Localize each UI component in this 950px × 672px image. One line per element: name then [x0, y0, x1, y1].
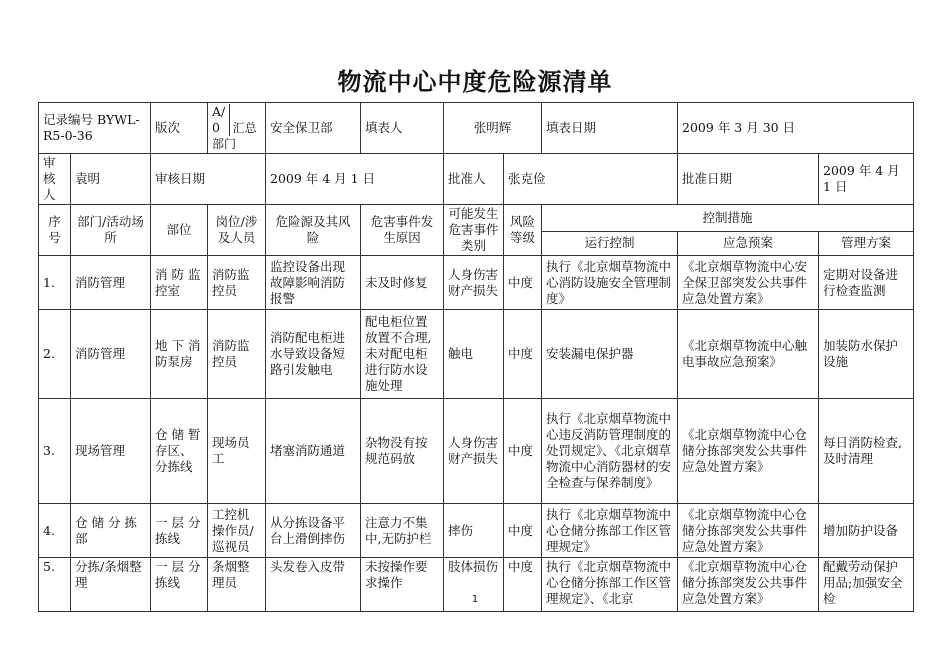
- meta-row-1: [39, 103, 914, 154]
- table-row: [39, 256, 914, 310]
- row-location: 地 下 消防泵房: [151, 310, 208, 399]
- row-dept: 消防管理: [71, 256, 151, 310]
- row-cause: 配电柜位置放置不合理,未对配电柜进行防水设施处理: [361, 310, 444, 399]
- header-level: 风险等级: [504, 205, 542, 256]
- row-event: 触电: [444, 310, 504, 399]
- approver: 张克俭: [504, 154, 678, 205]
- row-event: 摔伤: [444, 504, 504, 558]
- row-location: 一 层 分拣线: [151, 558, 208, 612]
- approve-date-label: 批准日期: [678, 154, 819, 205]
- row-emergency: 《北京烟草物流中心触电事故应急预案》: [678, 310, 819, 399]
- row-cause: 注意力不集中,无防护栏: [361, 504, 444, 558]
- review-date-label: 审核日期: [151, 154, 266, 205]
- hazard-table: [38, 102, 914, 612]
- row-management: 每日消防检查,及时清理: [819, 399, 914, 504]
- row-level: 中度: [504, 256, 542, 310]
- page-title: 物流中心中度危险源清单: [337, 68, 613, 96]
- row-level: 中度: [504, 504, 542, 558]
- row-operation: 执行《北京烟草物流中心仓储分拣部工作区管理规定》: [542, 504, 678, 558]
- row-emergency: 《北京烟草物流中心仓储分拣部突发公共事件应急处置方案》: [678, 399, 819, 504]
- row-location: 消 防 监控室: [151, 256, 208, 310]
- header-event: 可能发生危害事件类别: [444, 205, 504, 256]
- table-row: [39, 504, 914, 558]
- row-management: 加装防水保护设施: [819, 310, 914, 399]
- row-post: 消防监控员: [208, 256, 266, 310]
- header-operation: 运行控制: [542, 231, 678, 255]
- row-event: 肢体损伤: [444, 558, 504, 612]
- dept-label: 汇总部门: [212, 121, 257, 151]
- version-label: 版次: [151, 103, 208, 154]
- review-date: 2009 年 4 月 1 日: [266, 154, 444, 205]
- fill-date: 2009 年 3 月 30 日: [678, 103, 914, 154]
- row-emergency: 《北京烟草物流中心仓储分拣部突发公共事件应急处置方案》: [678, 558, 819, 612]
- row-cause: 杂物没有按规范码放: [361, 399, 444, 504]
- header-cause: 危害事件发生原因: [361, 205, 444, 256]
- header-location: 部位: [151, 205, 208, 256]
- fill-date-label: 填表日期: [542, 103, 678, 154]
- row-post: 消防监控员: [208, 310, 266, 399]
- version-cell: [208, 103, 266, 154]
- record-no-label: 记录编号 BYWL-R5-0-36: [39, 103, 151, 154]
- row-operation: 执行《北京烟草物流中心消防设施安全管理制度》: [542, 256, 678, 310]
- row-event: 人身伤害财产损失: [444, 399, 504, 504]
- dept: 安全保卫部: [266, 103, 361, 154]
- row-operation: 执行《北京烟草物流中心仓储分拣部工作区管理规定》、《北京: [542, 558, 678, 612]
- row-management: 配戴劳动保护用品;加强安全检: [819, 558, 914, 612]
- header-hazard: 危险源及其风险: [266, 205, 361, 256]
- row-emergency: 《北京烟草物流中心仓储分拣部突发公共事件应急处置方案》: [678, 504, 819, 558]
- row-dept: 现场管理: [71, 399, 151, 504]
- row-hazard: 头发卷入皮带: [266, 558, 361, 612]
- row-level: 中度: [504, 558, 542, 612]
- row-level: 中度: [504, 310, 542, 399]
- approve-date: 2009 年 4 月 1 日: [819, 154, 914, 205]
- row-management: 定期对设备进行检查监测: [819, 256, 914, 310]
- row-level: 中度: [504, 399, 542, 504]
- table-row: [39, 399, 914, 504]
- row-hazard: 监控设备出现故障影响消防报警: [266, 256, 361, 310]
- header-row-1: [39, 205, 914, 232]
- row-seq: 1.: [39, 256, 71, 310]
- filler-label: 填表人: [361, 103, 444, 154]
- row-hazard: 消防配电柜进水导致设备短路引发触电: [266, 310, 361, 399]
- table-row: [39, 310, 914, 399]
- row-hazard: 堵塞消防通道: [266, 399, 361, 504]
- row-cause: 未及时修复: [361, 256, 444, 310]
- row-emergency: 《北京烟草物流中心安全保卫部突发公共事件应急处置方案》: [678, 256, 819, 310]
- row-post: 现场员工: [208, 399, 266, 504]
- row-seq: 4.: [39, 504, 71, 558]
- row-post: 条烟整理员: [208, 558, 266, 612]
- row-event: 人身伤害财产损失: [444, 256, 504, 310]
- header-management: 管理方案: [819, 231, 914, 255]
- row-location: 一 层 分拣线: [151, 504, 208, 558]
- page-number: 1: [471, 594, 479, 605]
- row-seq: 3.: [39, 399, 71, 504]
- reviewer: 袁明: [71, 154, 151, 205]
- row-dept: 消防管理: [71, 310, 151, 399]
- header-dept-activity: 部门/活动场所: [71, 205, 151, 256]
- row-seq: 5.: [39, 558, 71, 612]
- row-seq: 2.: [39, 310, 71, 399]
- row-cause: 未按操作要求操作: [361, 558, 444, 612]
- meta-row-2: [39, 154, 914, 205]
- header-control: 控制措施: [542, 205, 914, 232]
- row-post: 工控机操作员/巡视员: [208, 504, 266, 558]
- reviewer-label: 审核人: [39, 154, 71, 205]
- record-no: BYWL-R5-0-36: [43, 112, 140, 143]
- row-hazard: 从分拣设备平台上滑倒摔伤: [266, 504, 361, 558]
- approver-label: 批准人: [444, 154, 504, 205]
- row-operation: 执行《北京烟草物流中心违反消防管理制度的处罚规定》、《北京烟草物流中心消防器材的安全检查与保养制度》: [542, 399, 678, 504]
- row-dept: 仓 储 分 拣部: [71, 504, 151, 558]
- row-management: 增加防护设备: [819, 504, 914, 558]
- version: A/0: [212, 104, 230, 136]
- row-dept: 分拣/条烟整理: [71, 558, 151, 612]
- header-seq: 序号: [39, 205, 71, 256]
- header-post: 岗位/涉及人员: [208, 205, 266, 256]
- row-operation: 安装漏电保护器: [542, 310, 678, 399]
- header-emergency: 应急预案: [678, 231, 819, 255]
- row-location: 仓 储 暂存区、分拣线: [151, 399, 208, 504]
- filler: 张明辉: [444, 103, 542, 154]
